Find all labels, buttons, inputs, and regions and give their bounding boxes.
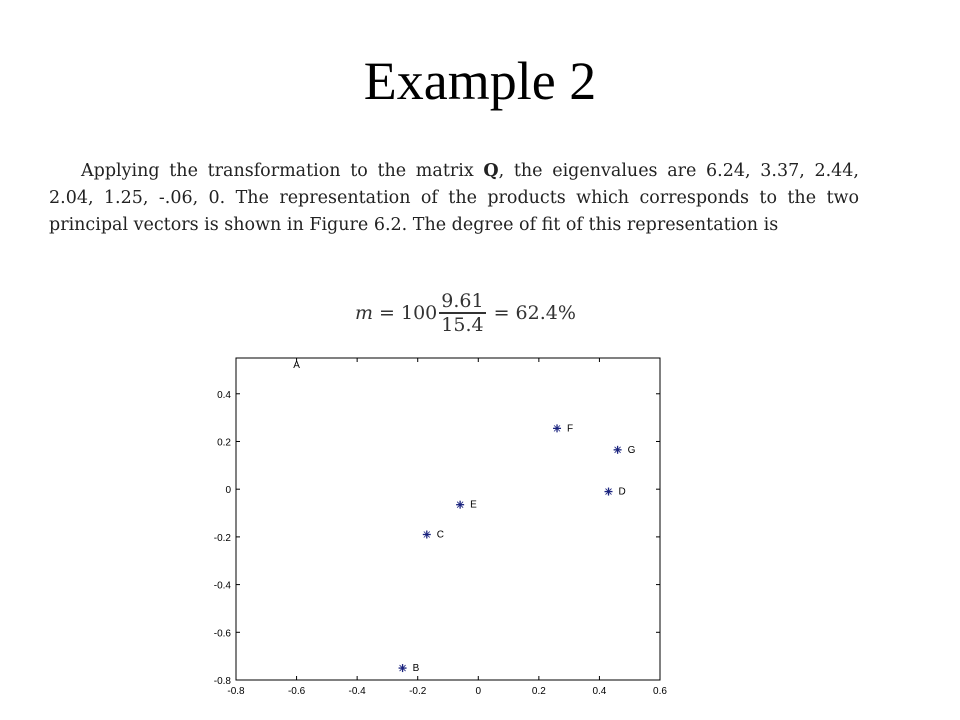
equation-multiplier: = 100 [379, 302, 438, 324]
y-tick-label: -0.2 [213, 532, 231, 544]
point-label-g: G [627, 444, 636, 456]
y-tick-label: -0.4 [213, 580, 231, 592]
y-tick-label: 0.4 [217, 389, 231, 401]
paragraph-pre: Applying the transformation to the matrix [81, 161, 484, 181]
x-tick-label: 0 [475, 686, 482, 697]
equation-denominator: 15.4 [441, 314, 484, 336]
point-label-a: A [293, 360, 300, 372]
y-tick-label: 0.2 [217, 437, 231, 449]
x-tick-label: 0.2 [531, 686, 546, 697]
y-tick-label: -0.8 [213, 676, 231, 687]
point-label-d: D [618, 486, 626, 498]
point-label-e: E [470, 499, 477, 511]
slide-title: Example 2 [363, 51, 597, 111]
x-tick-label: -0.8 [227, 686, 245, 697]
y-tick-label: 0 [225, 485, 231, 497]
x-tick-label: -0.2 [409, 686, 427, 697]
matrix-symbol: Q [483, 161, 499, 181]
plot-frame [236, 358, 660, 680]
x-tick-label: 0.6 [653, 686, 667, 697]
equation-result: = 62.4% [493, 302, 576, 324]
equation-numerator: 9.61 [441, 290, 484, 312]
equation-lhs: m [355, 302, 374, 324]
point-label-c: C [436, 529, 445, 541]
y-tick-label: -0.6 [213, 628, 231, 640]
point-label-f: F [567, 423, 574, 435]
x-tick-label: -0.6 [287, 686, 306, 697]
paragraph-post: , the eigenvalues are 6.24, 3.37, 2.44, 2.04, 1.25, -.06, 0. The representation of the products which corresponds to the two principal vectors is shown in Figure 6.2. The degree of fit of this representation is [49, 161, 859, 235]
x-tick-label: 0.4 [592, 686, 607, 697]
x-tick-label: -0.4 [348, 686, 366, 697]
point-label-b: B [412, 663, 420, 675]
